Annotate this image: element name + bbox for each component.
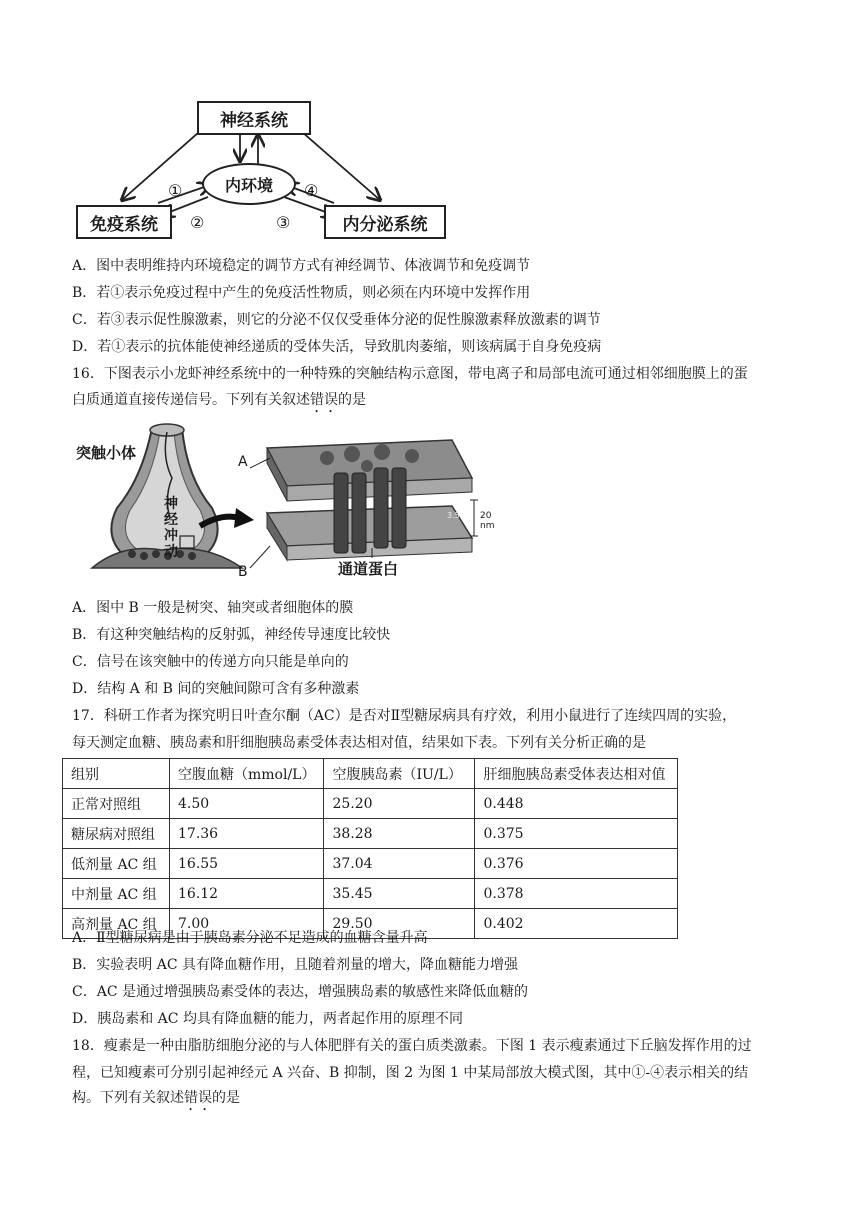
arrow-nervous-immune: [122, 125, 207, 200]
q16-option-d: D．结构 A 和 B 间的突触间隙可含有多种激素: [72, 681, 360, 697]
q16-option-a: A．图中 B 一般是树突、轴突或者细胞体的膜: [72, 600, 354, 616]
q17-stem-line1: 17．科研工作者为探究明日叶查尔酮（AC）是否对Ⅱ型糖尿病具有疗效，利用小鼠进行了连续四周的实验，: [72, 708, 737, 724]
table-header-row: [63, 759, 678, 789]
table-header-cell: 空腹胰岛素（IU/L）: [324, 759, 475, 789]
table-cell: 35.45: [324, 879, 475, 909]
q18-stem-text: 构。下列有关叙述: [72, 1090, 184, 1106]
table-cell: 7.00: [170, 909, 324, 939]
label-1: ①: [168, 181, 183, 200]
membrane-a-label: A: [238, 454, 248, 470]
q17-data-table: [62, 758, 678, 939]
q17-option-d: D．胰岛素和 AC 均具有降血糖的能力，两者起作用的原理不同: [72, 1011, 463, 1027]
table-cell: 高剂量 AC 组: [63, 909, 170, 939]
table-cell: 37.04: [324, 849, 475, 879]
q16-stem-text: 白质通道直接传递信号。下列有关叙述: [72, 392, 310, 408]
synaptic-knob-label: 突触小体: [76, 444, 137, 462]
table-cell: 0.375: [475, 819, 678, 849]
side-width-label: 3.5: [447, 511, 460, 520]
q17-stem-line2: 每天测定血糖、胰岛素和肝细胞胰岛素受体表达相对值，结果如下表。下列有关分析正确的是: [72, 735, 646, 751]
channel-protein-label: 通道蛋白: [338, 560, 399, 578]
table-cell: 0.376: [475, 849, 678, 879]
nerve-impulse-label: 神经冲动: [164, 496, 178, 560]
q17-option-b: B．实验表明 AC 具有降血糖作用，且随着剂量的增大，降血糖能力增强: [72, 957, 519, 973]
label-2: ②: [190, 213, 205, 232]
nervous-system-label: 神经系统: [220, 110, 288, 131]
synapse-figure: [72, 418, 502, 588]
table-cell: 16.12: [170, 879, 324, 909]
q16-option-c: C．信号在该突触中的传递方向只能是单向的: [72, 654, 349, 670]
nervous-system-box: [197, 101, 311, 135]
table-cell: 中剂量 AC 组: [63, 879, 170, 909]
table-cell: 0.402: [475, 909, 678, 939]
table-row: [63, 819, 678, 849]
q17-option-c: C．AC 是通过增强胰岛素受体的表达，增强胰岛素的敏感性来降低血糖的: [72, 984, 528, 1000]
table-cell: 16.55: [170, 849, 324, 879]
q17-option-a: A．Ⅱ型糖尿病是由于胰岛素分泌不足造成的血糖含量升高: [72, 930, 428, 946]
table-row: [63, 849, 678, 879]
q18-emphasis: 错误: [184, 1090, 212, 1106]
q18-stem-line1: 18．瘦素是一种由脂肪细胞分泌的与人体肥胖有关的蛋白质类激素。下图 1 表示瘦素通过下丘脑发挥作用的过: [72, 1038, 752, 1054]
endocrine-system-box: [324, 205, 446, 239]
q15-option-d: D．若①表示的抗体能使神经递质的受体失活，导致肌肉萎缩，则该病属于自身免疫病: [72, 339, 602, 355]
table-cell: 0.448: [475, 789, 678, 819]
q15-option-c: C．若③表示促性腺激素，则它的分泌不仅仅受垂体分泌的促性腺激素释放激素的调节: [72, 312, 601, 328]
table-cell: 38.28: [324, 819, 475, 849]
immune-system-box: [76, 205, 172, 239]
table-cell: 正常对照组: [63, 789, 170, 819]
q16-stem-line1: 16．下图表示小龙虾神经系统中的一种特殊的突触结构示意图，带电离子和局部电流可通过相邻细胞膜上的蛋: [72, 366, 748, 382]
synapse-illustration: [72, 418, 502, 588]
endocrine-system-label: 内分泌系统: [342, 214, 428, 235]
table-cell: 29.50: [324, 909, 475, 939]
table-cell: 25.20: [324, 789, 475, 819]
q18-stem-tail: 的是: [212, 1090, 240, 1106]
q15-option-b: B．若①表示免疫过程中产生的免疫活性物质，则必须在内环境中发挥作用: [72, 285, 531, 301]
internal-environment-label: 内环境: [224, 175, 273, 195]
q16-emphasis: 错误: [310, 392, 338, 408]
q16-stem-line2: [72, 390, 366, 416]
table-header-cell: 组别: [63, 759, 170, 789]
table-cell: 17.36: [170, 819, 324, 849]
label-4: ④: [304, 181, 319, 200]
immune-system-label: 免疫系统: [90, 214, 158, 235]
q16-stem-tail: 的是: [338, 392, 366, 408]
table-cell: 糖尿病对照组: [63, 819, 170, 849]
q18-stem-line2: 程，已知瘦素可分别引起神经元 A 兴奋、B 抑制，图 2 为图 1 中某局部放大模式图，其中①-④表示相关的结: [72, 1065, 749, 1081]
q15-option-a: A．图中表明维持内环境稳定的调节方式有神经调节、体液调节和免疫调节: [72, 258, 531, 274]
table-header-cell: 肝细胞胰岛素受体表达相对值: [475, 759, 678, 789]
membrane-b-label: B: [238, 564, 248, 580]
table-cell: 4.50: [170, 789, 324, 819]
internal-environment-ellipse: [202, 163, 296, 205]
table-row: [63, 789, 678, 819]
q18-stem-line3: [72, 1088, 240, 1114]
table-cell: 0.378: [475, 879, 678, 909]
table-row: [63, 879, 678, 909]
table-cell: 低剂量 AC 组: [63, 849, 170, 879]
label-3: ③: [276, 213, 291, 232]
table-header-cell: 空腹血糖（mmol/L）: [170, 759, 324, 789]
q16-option-b: B．有这种突触结构的反射弧，神经传导速度比较快: [72, 627, 391, 643]
regulation-diagram: [72, 95, 452, 245]
gap-width-label: 20 nm: [480, 511, 495, 531]
